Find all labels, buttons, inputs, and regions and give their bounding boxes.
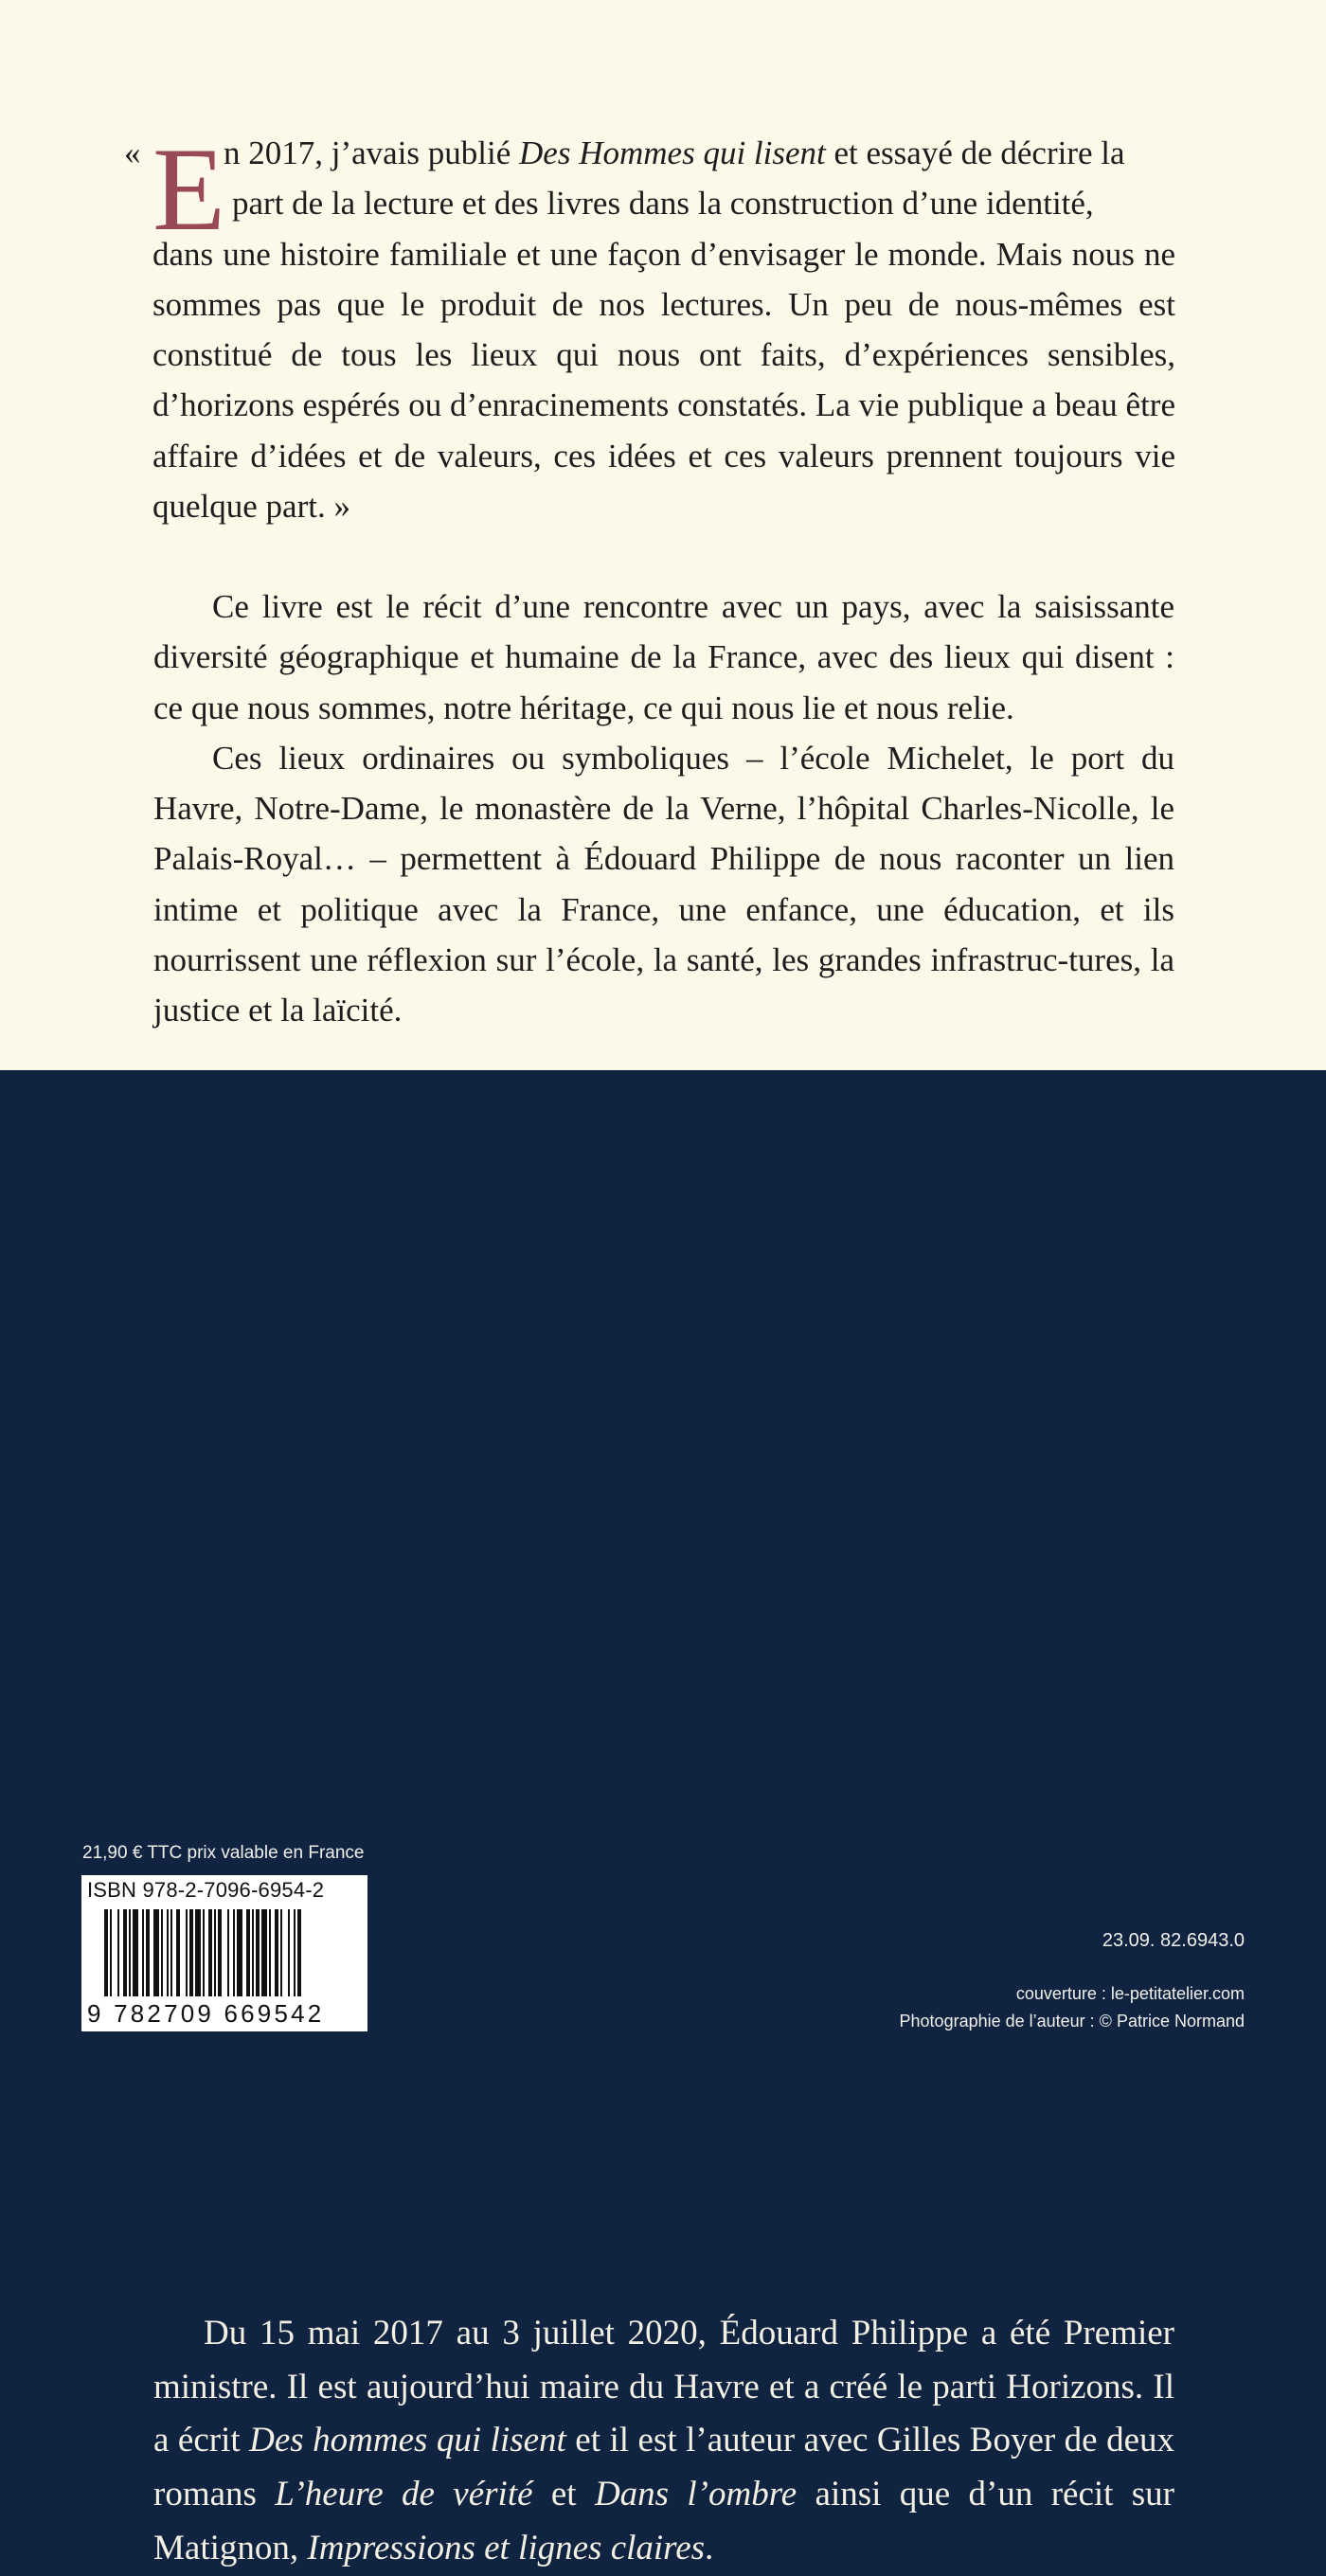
bio-text-4: ainsi que d’un récit sur Matignon,: [153, 2475, 1175, 2567]
drop-cap: E: [152, 124, 225, 256]
description-paragraph-1: Ce livre est le récit d’une rencontre avec un pays, avec la saisissante diversité géographique et humaine de la France, avec des lieux qui disent : ce que nous sommes, notre héritage, ce qui nous lie et nous relie.: [153, 588, 1174, 726]
barcode-bar: [176, 1909, 180, 1996]
isbn-digits: 9 782709 669542: [87, 1999, 325, 2028]
barcode-bar: [218, 1909, 222, 1996]
quote-line-1-end: et essayé de décrire la: [825, 134, 1125, 171]
author-quote: [124, 124, 1175, 531]
barcode-bar: [233, 1909, 235, 1996]
barcode-bar: [161, 1909, 163, 1996]
barcode-bar: [280, 1909, 282, 1996]
barcode-bar: [294, 1909, 296, 1996]
quote-body: dans une histoire familiale et une façon d’envisager le monde. Mais nous ne sommes pas que le produit de nos lectures. Un peu de nous-mêmes est constitué de tous les lieux qui nous ont faits, d’expériences sensibles, d’horizons espérés ou d’enracinements constatés. La vie publique a beau être affaire d’idées et de valeurs, ces idées et ces valeurs prennent toujours vie quelque part. »: [152, 235, 1175, 526]
barcode-bar: [167, 1909, 169, 1996]
barcode-bar: [133, 1909, 138, 1996]
opening-guillemet: «: [124, 134, 141, 171]
barcode-bar: [261, 1909, 267, 1996]
cream-panel: [0, 0, 1326, 1070]
barcode-bar: [256, 1909, 260, 1996]
barcode-bar: [297, 1909, 301, 1996]
bio-text-5: .: [705, 2528, 714, 2567]
isbn-label: ISBN 978-2-7096-6954-2: [87, 1878, 325, 1902]
barcode-bar: [237, 1909, 242, 1996]
quote-line-1: [124, 128, 1175, 178]
description-paragraph-2: Ces lieux ordinaires ou symboliques – l’école Michelet, le port du Havre, Notre-Dame, le monastère de la Verne, l’hôpital Charles-Nicolle, le Palais-Royal… – permettent à Édouard Philippe de nous raconter un lien intime et politique avec la France, une enfance, une éducation, et ils nourrissent une réflexion sur l’école, la santé, les grandes infrastruc-tures, la justice et la laïcité.: [153, 739, 1174, 1029]
author-bio: [153, 2307, 1174, 2576]
price-label: 21,90 € TTC prix valable en France: [82, 1843, 365, 1863]
barcode-bar: [203, 1909, 205, 1996]
barcode-bar: [227, 1909, 229, 1996]
barcode-bar: [252, 1909, 254, 1996]
barcode-bar: [275, 1909, 278, 1996]
barcode-box: [81, 1875, 367, 2031]
catalog-code: 23.09. 82.6943.0: [1102, 1930, 1245, 1951]
bio-book-title-1: Des hommes qui lisent: [249, 2421, 566, 2460]
barcode-bar: [246, 1909, 250, 1996]
barcode-bar: [186, 1909, 188, 1996]
barcode-bar: [146, 1909, 150, 1996]
barcode-bar: [142, 1909, 144, 1996]
barcode-bar: [117, 1909, 119, 1996]
bio-book-title-2: L’heure de vérité: [275, 2475, 533, 2514]
cover-credit: couverture : le-petitatelier.com: [1015, 1984, 1245, 2003]
barcode-bar: [269, 1909, 271, 1996]
barcode-bar: [208, 1909, 212, 1996]
quote-line-1-text: n 2017, j’avais publié: [224, 134, 520, 171]
book-description: [153, 581, 1174, 1036]
bio-text-3: et: [532, 2475, 595, 2514]
barcode-bar: [170, 1909, 172, 1996]
quote-line-2: part de la lecture et des livres dans la construction d’une identité,: [232, 185, 1094, 223]
barcode-bar: [129, 1909, 131, 1996]
bio-book-title-3: Dans l’ombre: [594, 2475, 797, 2514]
barcode-bar: [189, 1909, 193, 1996]
photo-credit: Photographie de l’auteur : © Patrice Normand: [899, 2012, 1245, 2030]
barcode-bar: [288, 1909, 290, 1996]
bio-book-title-4: Impressions et lignes claires: [307, 2528, 706, 2567]
quote-book-title: Des Hommes qui lisent: [519, 134, 826, 171]
barcode-bar: [110, 1909, 112, 1996]
bio-text-2: et il est l’auteur avec Gilles Boyer de deux romans: [153, 2421, 1175, 2514]
barcode-bar: [104, 1909, 108, 1996]
barcode-bar: [153, 1909, 159, 1996]
barcode-bar: [123, 1909, 127, 1996]
bio-text-1: Du 15 mai 2017 au 3 juillet 2020, Édouard Philippe a été Premier ministre. Il est aujourd’hui maire du Havre et a créé le parti Horizons. Il a écrit: [153, 2314, 1174, 2460]
barcode-bar: [195, 1909, 201, 1996]
barcode-bar: [214, 1909, 216, 1996]
